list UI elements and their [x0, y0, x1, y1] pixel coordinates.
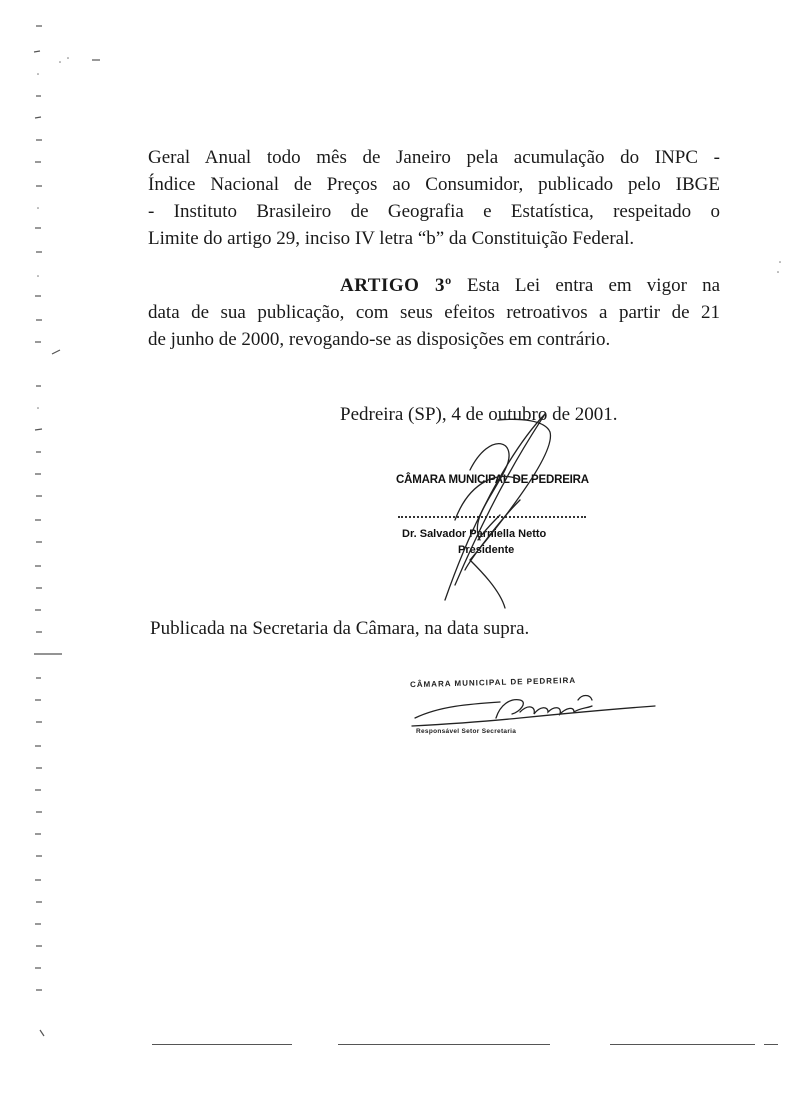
text-line: Índice Nacional de Preços ao Consumidor, publicado pelo IBGE — [148, 174, 720, 195]
text-line: data de sua publicação, com seus efeitos retroativos a partir de 21 — [148, 302, 720, 323]
publication-note: Publicada na Secretaria da Câmara, na data supra. — [150, 618, 530, 639]
footer-rule — [610, 1044, 755, 1045]
stamp-org: CÂMARA MUNICIPAL DE PEDREIRA — [396, 474, 589, 486]
footer-rule — [338, 1044, 550, 1045]
text-line — [148, 272, 720, 299]
text-line: Limite do artigo 29, inciso IV letra “b” da Constituição Federal. — [148, 228, 635, 249]
signatory-name: Dr. Salvador Parniella Netto — [402, 528, 547, 540]
text-line: - Instituto Brasileiro de Geografia e Estatística, respeitado o — [148, 201, 720, 222]
article-label: ARTIGO 3º — [340, 275, 452, 296]
paragraph-salary-adjustment — [148, 144, 720, 252]
signatory-role: Presidente — [458, 544, 515, 556]
footer-rule — [152, 1044, 292, 1045]
paragraph-article-3 — [148, 272, 720, 353]
footer-rule — [764, 1044, 778, 1045]
text-line: Geral Anual todo mês de Janeiro pela acumulação do INPC - — [148, 147, 720, 168]
stamp-org: CÂMARA MUNICIPAL DE PEDREIRA — [409, 675, 577, 690]
stamp-role: Responsável Setor Secretaria — [416, 728, 517, 735]
article-text: Esta Lei entra em vigor na — [466, 275, 720, 296]
signature-dotted-line — [398, 516, 586, 518]
text-line: de junho de 2000, revogando-se as disposições em contrário. — [148, 329, 611, 350]
date-location-line: Pedreira (SP), 4 de outubro de 2001. — [340, 404, 618, 425]
